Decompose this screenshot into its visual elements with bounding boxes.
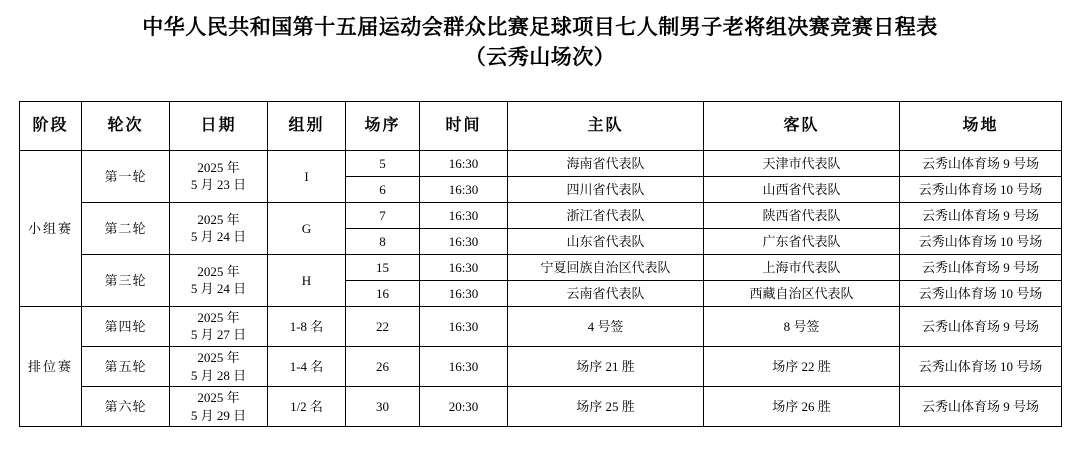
date-year-5: 2025 年 [197,349,240,365]
away-team: 8 号签 [704,306,900,346]
date-cell-6 [170,387,268,427]
column-header-group: 组别 [268,101,346,150]
title-subtitle: （云秀山场次） [464,45,616,70]
venue: 云秀山体育场 9 号场 [900,306,1062,346]
round-cell-5: 第五轮 [82,346,170,386]
table-row [20,387,1062,427]
away-team: 山西省代表队 [704,176,900,202]
round-cell-4: 第四轮 [82,306,170,346]
match-time: 16:30 [420,202,508,228]
match-time: 16:30 [420,306,508,346]
match-no: 6 [346,176,420,202]
match-time: 16:30 [420,280,508,306]
date-cell-5 [170,346,268,386]
match-time: 16:30 [420,176,508,202]
venue: 云秀山体育场 10 号场 [900,280,1062,306]
date-year-2: 2025 年 [197,211,240,227]
date-day-1: 5 月 23 日 [190,177,247,193]
table-header-row [20,101,1062,150]
round-cell-3: 第三轮 [82,254,170,306]
venue: 云秀山体育场 10 号场 [900,228,1062,254]
date-day-6: 5 月 29 日 [190,407,247,423]
date-day-2: 5 月 24 日 [190,229,247,245]
away-team: 场序 22 胜 [704,346,900,386]
column-header-match-no: 场序 [346,101,420,150]
away-team: 上海市代表队 [704,254,900,280]
home-team: 云南省代表队 [508,280,704,306]
venue: 云秀山体育场 10 号场 [900,176,1062,202]
date-year-1: 2025 年 [197,159,240,175]
round-cell-6: 第六轮 [82,387,170,427]
date-cell-2 [170,202,268,254]
away-team: 场序 26 胜 [704,387,900,427]
date-year-6: 2025 年 [197,390,240,406]
match-no: 8 [346,228,420,254]
venue: 云秀山体育场 9 号场 [900,202,1062,228]
group-cell-2: G [268,202,346,254]
home-team: 4 号签 [508,306,704,346]
table-row [20,254,1062,280]
match-time: 16:30 [420,254,508,280]
group-cell-4: 1-8 名 [268,306,346,346]
match-no: 5 [346,150,420,176]
schedule-table-wrap [19,101,1061,427]
match-time: 16:30 [420,150,508,176]
table-row [20,306,1062,346]
date-day-4: 5 月 27 日 [190,327,247,343]
round-cell-2: 第二轮 [82,202,170,254]
schedule-table [19,101,1062,427]
column-header-away-team: 客队 [704,101,900,150]
column-header-round: 轮次 [82,101,170,150]
group-cell-1: I [268,150,346,202]
home-team: 场序 25 胜 [508,387,704,427]
venue: 云秀山体育场 9 号场 [900,387,1062,427]
home-team: 海南省代表队 [508,150,704,176]
away-team: 西藏自治区代表队 [704,280,900,306]
venue: 云秀山体育场 9 号场 [900,254,1062,280]
home-team: 浙江省代表队 [508,202,704,228]
stage-cell-placement: 排位赛 [20,306,82,426]
date-year-3: 2025 年 [197,263,240,279]
home-team: 山东省代表队 [508,228,704,254]
column-header-stage: 阶段 [20,101,82,150]
match-time: 16:30 [420,228,508,254]
match-no: 26 [346,346,420,386]
match-time: 20:30 [420,387,508,427]
home-team: 四川省代表队 [508,176,704,202]
date-cell-1 [170,150,268,202]
group-cell-6: 1/2 名 [268,387,346,427]
column-header-date: 日期 [170,101,268,150]
venue: 云秀山体育场 10 号场 [900,346,1062,386]
match-time: 16:30 [420,346,508,386]
away-team: 广东省代表队 [704,228,900,254]
home-team: 场序 21 胜 [508,346,704,386]
match-no: 22 [346,306,420,346]
match-no: 16 [346,280,420,306]
group-cell-3: H [268,254,346,306]
column-header-home-team: 主队 [508,101,704,150]
group-cell-5: 1-4 名 [268,346,346,386]
document-title [0,0,1080,73]
title-main: 中华人民共和国第十五届运动会群众比赛足球项目七人制男子老将组决赛竞赛日程表 [142,15,938,39]
stage-cell-group: 小组赛 [20,150,82,306]
home-team: 宁夏回族自治区代表队 [508,254,704,280]
match-no: 7 [346,202,420,228]
match-no: 30 [346,387,420,427]
date-day-5: 5 月 28 日 [190,367,247,383]
away-team: 陕西省代表队 [704,202,900,228]
date-cell-4 [170,306,268,346]
date-year-4: 2025 年 [197,309,240,325]
date-cell-3 [170,254,268,306]
match-no: 15 [346,254,420,280]
column-header-venue: 场地 [900,101,1062,150]
column-header-time: 时间 [420,101,508,150]
table-row [20,150,1062,176]
away-team: 天津市代表队 [704,150,900,176]
date-day-3: 5 月 24 日 [190,281,247,297]
venue: 云秀山体育场 9 号场 [900,150,1062,176]
table-row [20,346,1062,386]
round-cell-1: 第一轮 [82,150,170,202]
table-row [20,202,1062,228]
